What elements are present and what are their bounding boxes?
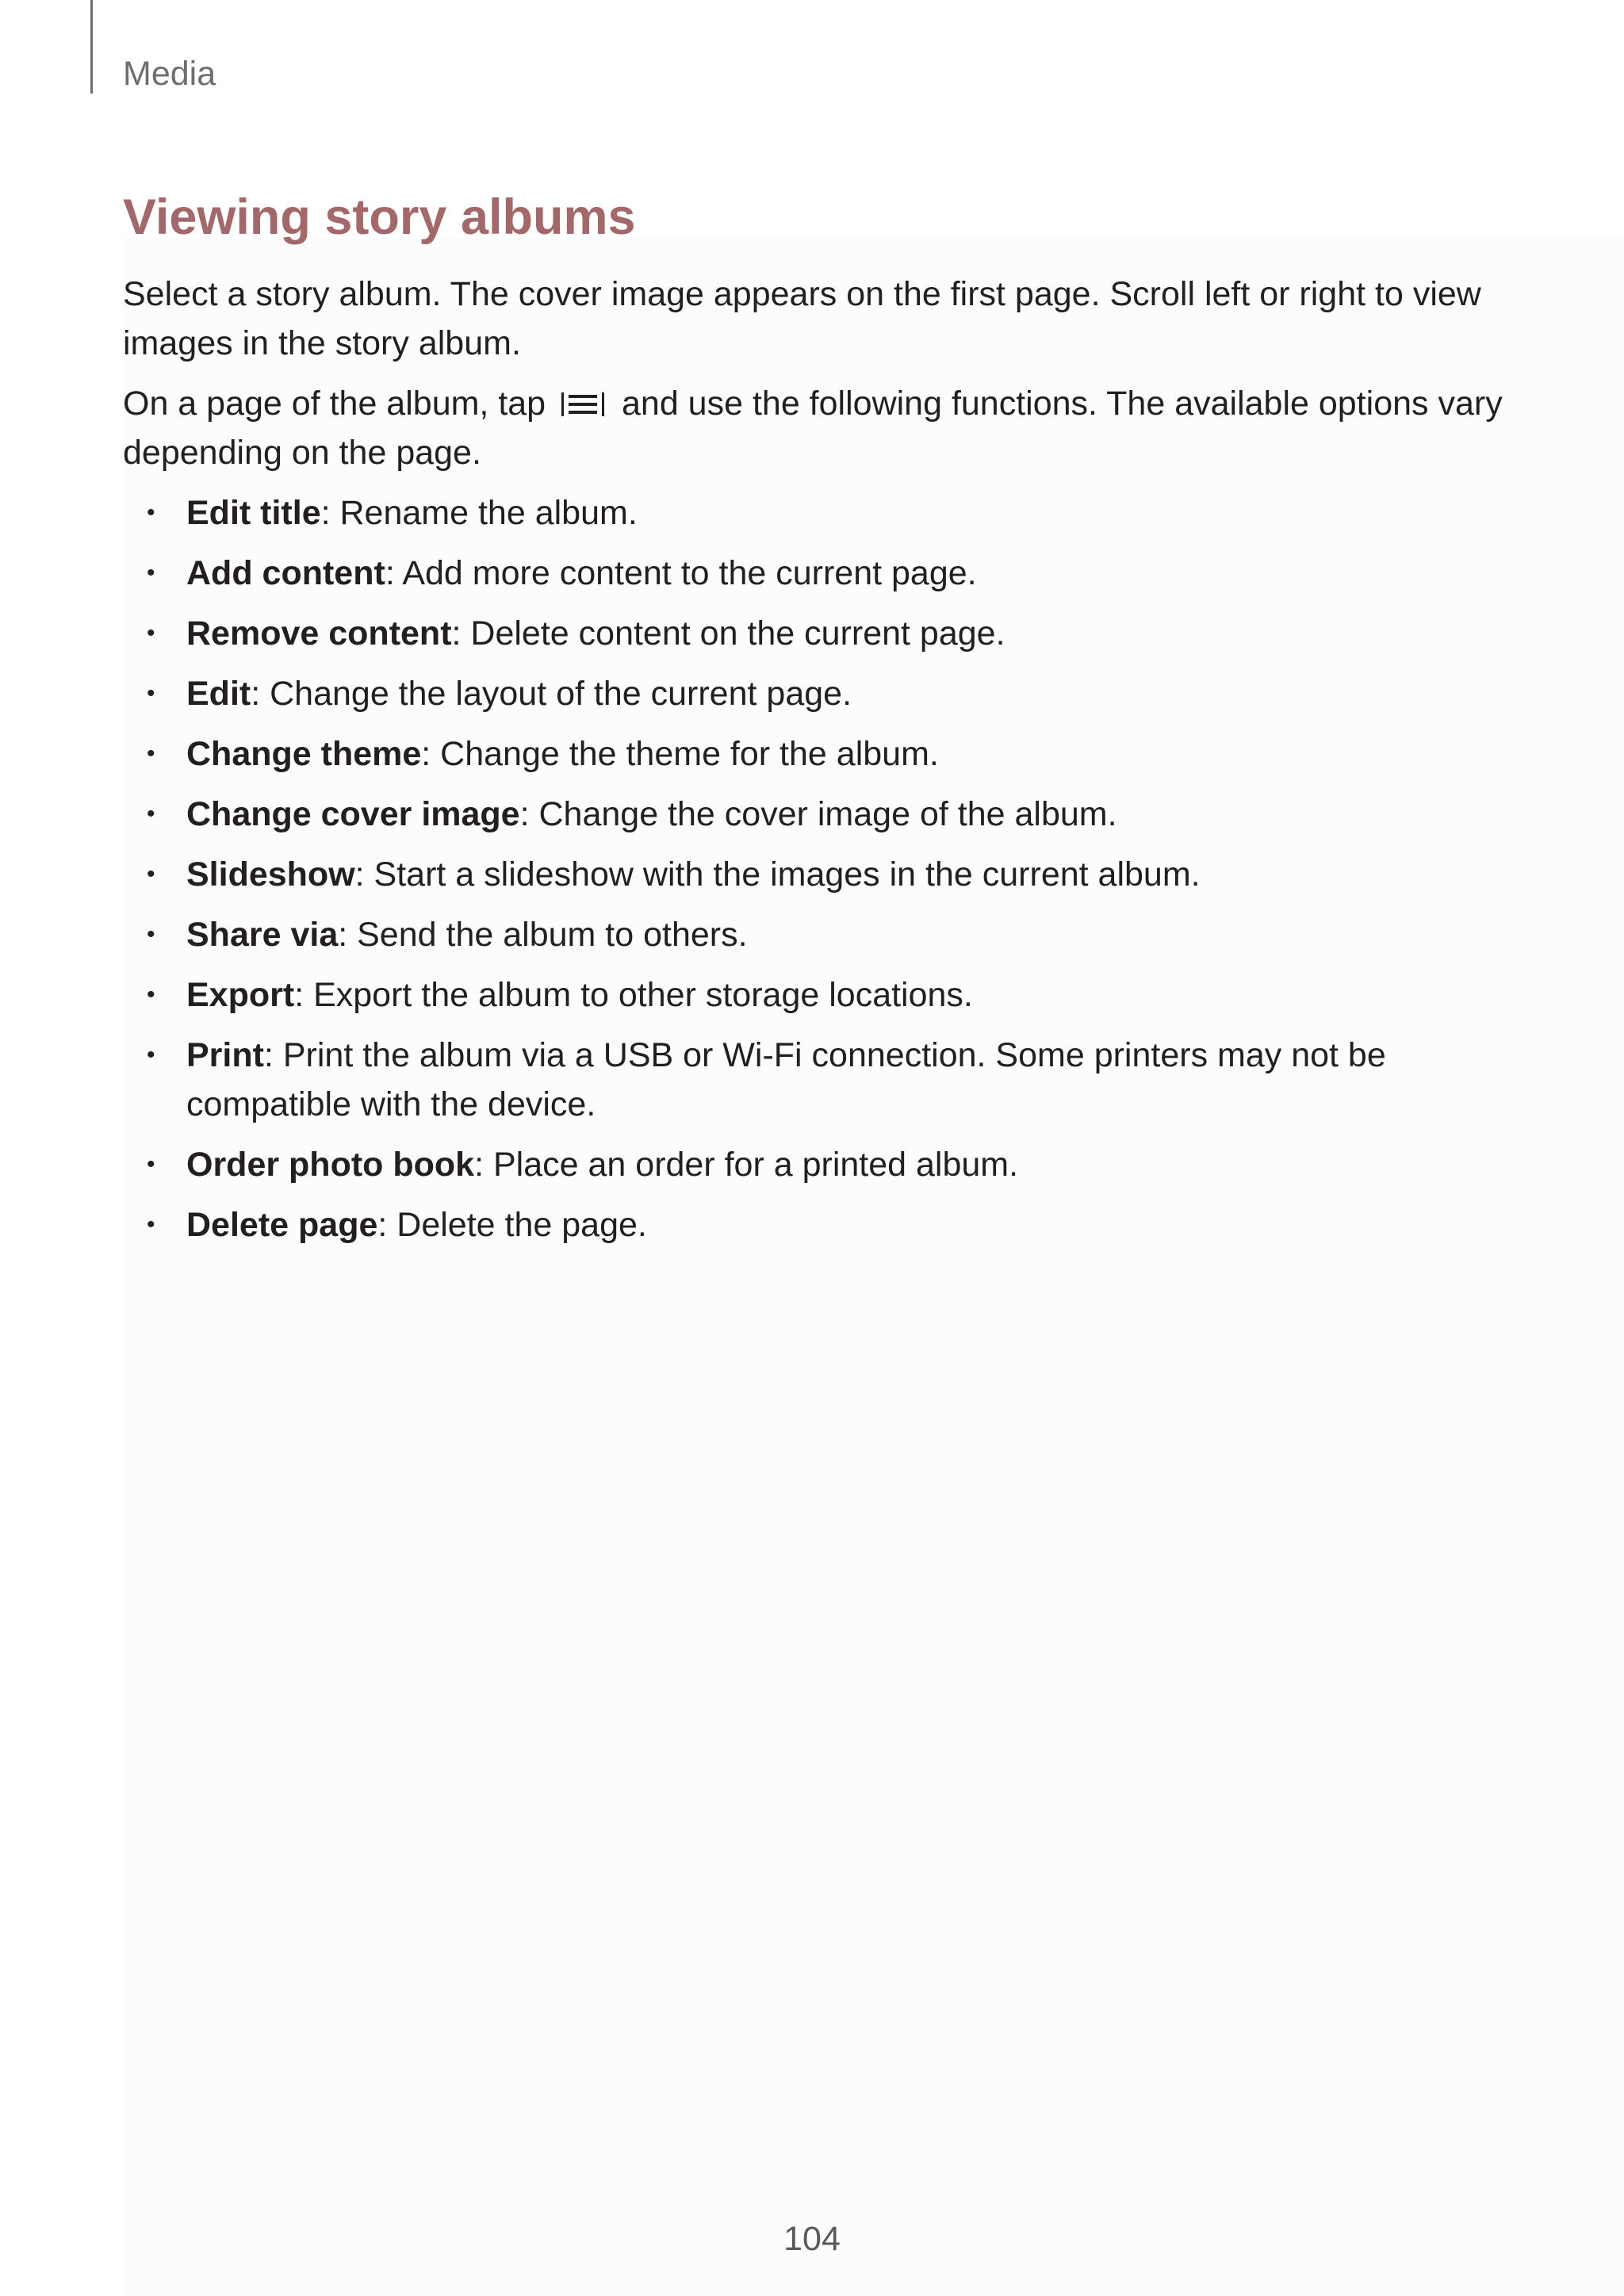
intro-text-after-icon: and use the following functions. The available options vary depending on the page.	[123, 385, 1503, 472]
option-term: Slideshow	[186, 855, 355, 894]
option-description: : Change the cover image of the album.	[519, 795, 1117, 833]
bullet: •	[147, 740, 155, 767]
intro-text-before-icon: On a page of the album, tap	[123, 385, 556, 423]
option-description: : Send the album to others.	[338, 916, 748, 954]
list-item	[123, 1200, 1519, 1249]
bullet: •	[147, 680, 155, 706]
list-item	[123, 910, 1519, 959]
list-item	[123, 970, 1519, 1020]
list-item	[123, 729, 1519, 779]
option-term: Edit title	[186, 494, 321, 532]
list-item	[123, 850, 1519, 899]
list-item	[123, 669, 1519, 718]
list-item	[123, 1140, 1519, 1189]
option-term: Export	[186, 976, 295, 1014]
option-description: : Change the layout of the current page.	[251, 675, 852, 713]
bullet: •	[147, 1211, 155, 1238]
bullet: •	[147, 982, 155, 1008]
option-description: : Delete the page.	[377, 1206, 647, 1244]
option-term: Order photo book	[186, 1146, 475, 1184]
bullet: •	[147, 801, 155, 827]
header-rule	[90, 0, 93, 94]
bullet: •	[147, 861, 155, 887]
option-description: : Export the album to other storage locations.	[294, 976, 973, 1014]
option-term: Delete page	[186, 1206, 378, 1244]
content-body	[123, 270, 1519, 1261]
option-term: Print	[186, 1036, 264, 1074]
option-description: : Add more content to the current page.	[385, 554, 977, 592]
intro-paragraph-2	[123, 379, 1519, 477]
list-item	[123, 549, 1519, 598]
list-item	[123, 609, 1519, 658]
option-term: Remove content	[186, 614, 452, 652]
option-term: Edit	[186, 675, 251, 713]
option-description: : Print the album via a USB or Wi-Fi connection. Some printers may not be compatible with the device.	[186, 1036, 1386, 1123]
option-term: Change cover image	[186, 795, 520, 833]
option-description: : Place an order for a printed album.	[474, 1146, 1019, 1184]
options-list	[123, 488, 1519, 1249]
bullet: •	[147, 1042, 155, 1068]
list-item	[123, 1031, 1519, 1129]
bullet: •	[147, 560, 155, 586]
menu-icon	[560, 389, 606, 418]
option-description: : Change the theme for the album.	[421, 735, 939, 773]
option-description: : Start a slideshow with the images in the current album.	[354, 855, 1201, 894]
option-term: Change theme	[186, 735, 422, 773]
section-header: Media	[123, 55, 216, 93]
option-term: Add content	[186, 554, 385, 592]
bullet: •	[147, 620, 155, 646]
list-item	[123, 790, 1519, 839]
page-number: 104	[783, 2220, 841, 2258]
bullet: •	[147, 499, 155, 526]
bullet: •	[147, 1151, 155, 1177]
option-description: : Rename the album.	[320, 494, 638, 532]
option-term: Share via	[186, 916, 339, 954]
intro-paragraph-1: Select a story album. The cover image appears on the first page. Scroll left or right to view images in the story album.	[123, 275, 1481, 362]
list-item	[123, 488, 1519, 538]
bullet: •	[147, 921, 155, 947]
option-description: : Delete content on the current page.	[451, 614, 1005, 652]
page-title: Viewing story albums	[123, 189, 636, 245]
